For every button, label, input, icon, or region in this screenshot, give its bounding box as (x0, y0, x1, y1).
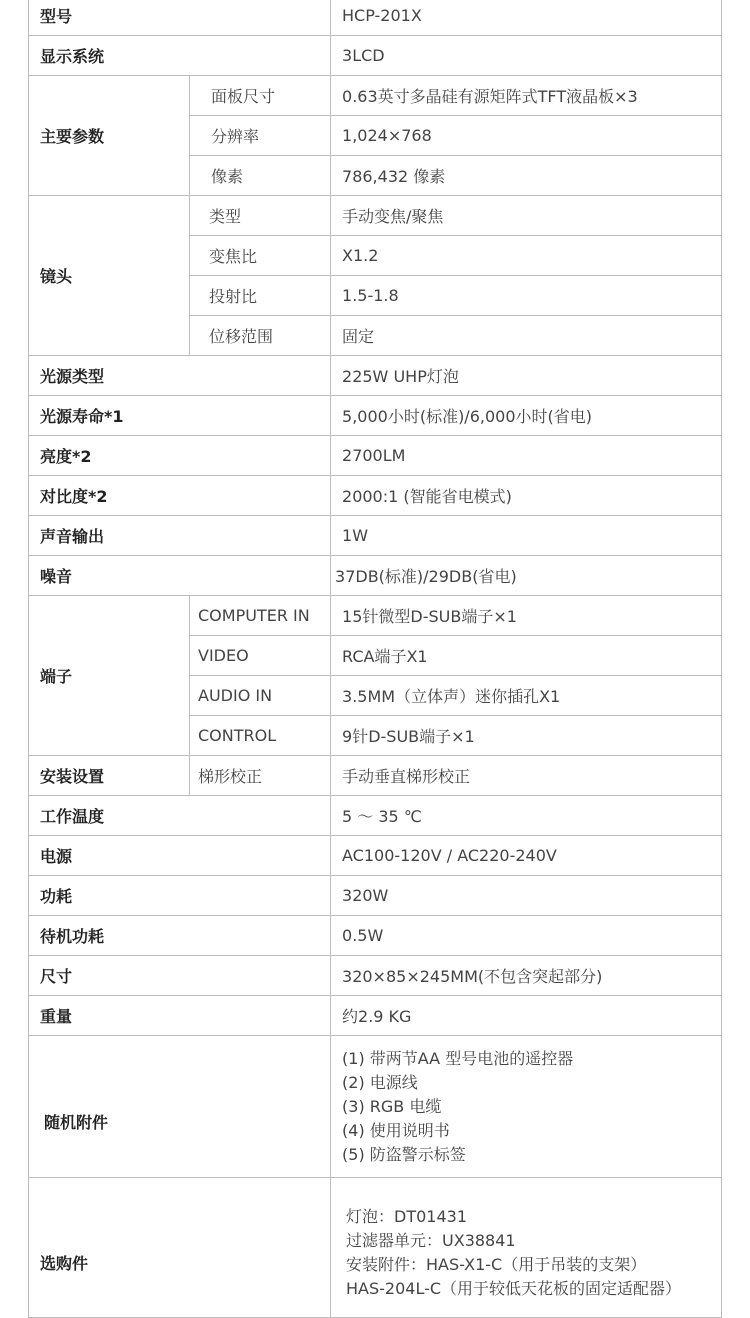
row-display (29, 36, 722, 76)
label-light-life: 光源寿命*1 (29, 396, 331, 436)
sub-throw: 投射比 (190, 276, 331, 316)
label-light-type: 光源类型 (29, 356, 331, 396)
row-size (29, 956, 722, 996)
value-pixels: 786,432 像素 (331, 156, 722, 196)
value-zoom: X1.2 (331, 236, 722, 276)
label-temp: 工作温度 (29, 796, 331, 836)
accessory-item: (1) 带两节AA 型号电池的遥控器 (342, 1048, 574, 1068)
label-display: 显示系统 (29, 36, 331, 76)
label-power: 电源 (29, 836, 331, 876)
value-consumption: 320W (331, 876, 722, 916)
sub-keystone: 梯形校正 (190, 756, 331, 796)
sub-video: VIDEO (190, 636, 331, 676)
value-lens-type: 手动变焦/聚焦 (331, 196, 722, 236)
row-consumption (29, 876, 722, 916)
value-panel: 0.63英寸多晶硅有源矩阵式TFT液晶板×3 (331, 76, 722, 116)
value-audio: 1W (331, 516, 722, 556)
label-size: 尺寸 (29, 956, 331, 996)
sub-control: CONTROL (190, 716, 331, 756)
value-light-type: 225W UHP灯泡 (331, 356, 722, 396)
row-install (29, 756, 722, 796)
value-install: 手动垂直梯形校正 (331, 756, 722, 796)
row-contrast (29, 476, 722, 516)
row-temp (29, 796, 722, 836)
value-model: HCP-201X (331, 0, 722, 36)
accessory-item: (3) RGB 电缆 (342, 1096, 442, 1116)
row-accessories (29, 1036, 722, 1178)
option-item: HAS-204L-C（用于较低天花板的固定适配器） (346, 1278, 682, 1298)
label-accessories: 随机附件 (29, 1036, 331, 1178)
value-shift: 固定 (331, 316, 722, 356)
value-brightness: 2700LM (331, 436, 722, 476)
value-resolution: 1,024×768 (331, 116, 722, 156)
sub-resolution: 分辨率 (190, 116, 331, 156)
value-computer-in: 15针微型D-SUB端子×1 (331, 596, 722, 636)
label-main-params: 主要参数 (29, 76, 190, 196)
accessory-item: (2) 电源线 (342, 1072, 418, 1092)
value-video: RCA端子X1 (331, 636, 722, 676)
label-consumption: 功耗 (29, 876, 331, 916)
value-options (331, 1178, 722, 1318)
sub-pixels: 像素 (190, 156, 331, 196)
value-display: 3LCD (331, 36, 722, 76)
row-standby (29, 916, 722, 956)
label-options: 选购件 (29, 1178, 331, 1318)
option-item: 灯泡：DT01431 (346, 1206, 468, 1226)
sub-lens-type: 类型 (190, 196, 331, 236)
value-contrast: 2000:1 (智能省电模式) (331, 476, 722, 516)
value-power: AC100-120V / AC220-240V (331, 836, 722, 876)
value-noise: 37DB(标准)/29DB(省电) (331, 556, 722, 596)
value-weight: 约2.9 KG (331, 996, 722, 1036)
value-light-life: 5,000小时(标准)/6,000小时(省电) (331, 396, 722, 436)
value-size: 320×85×245MM(不包含突起部分) (331, 956, 722, 996)
row-brightness (29, 436, 722, 476)
sub-zoom: 变焦比 (190, 236, 331, 276)
label-ports: 端子 (29, 596, 190, 756)
label-brightness: 亮度*2 (29, 436, 331, 476)
value-throw: 1.5-1.8 (331, 276, 722, 316)
value-control: 9针D-SUB端子×1 (331, 716, 722, 756)
option-item: 安装附件：HAS-X1-C（用于吊装的支架） (346, 1254, 647, 1274)
row-computer-in (29, 596, 722, 636)
row-light-life (29, 396, 722, 436)
sub-panel: 面板尺寸 (190, 76, 331, 116)
value-audio-in: 3.5MM（立体声）迷你插孔X1 (331, 676, 722, 716)
row-light-type (29, 356, 722, 396)
label-lens: 镜头 (29, 196, 190, 356)
value-accessories (331, 1036, 722, 1178)
value-standby: 0.5W (331, 916, 722, 956)
label-weight: 重量 (29, 996, 331, 1036)
row-audio (29, 516, 722, 556)
row-noise (29, 556, 722, 596)
row-power (29, 836, 722, 876)
row-model (29, 0, 722, 36)
label-standby: 待机功耗 (29, 916, 331, 956)
label-install: 安装设置 (29, 756, 190, 796)
row-lens-type (29, 196, 722, 236)
value-temp: 5 ～ 35 ℃ (331, 796, 722, 836)
accessory-item: (4) 使用说明书 (342, 1120, 450, 1140)
accessory-item: (5) 防盗警示标签 (342, 1144, 466, 1164)
option-item: 过滤器单元：UX38841 (346, 1230, 516, 1250)
row-options (29, 1178, 722, 1318)
row-weight (29, 996, 722, 1036)
sub-audio-in: AUDIO IN (190, 676, 331, 716)
label-contrast: 对比度*2 (29, 476, 331, 516)
row-panel (29, 76, 722, 116)
label-audio: 声音输出 (29, 516, 331, 556)
label-noise: 噪音 (29, 556, 331, 596)
spec-table (28, 0, 722, 1318)
label-model: 型号 (29, 0, 331, 36)
sub-computer-in: COMPUTER IN (190, 596, 331, 636)
sub-shift: 位移范围 (190, 316, 331, 356)
